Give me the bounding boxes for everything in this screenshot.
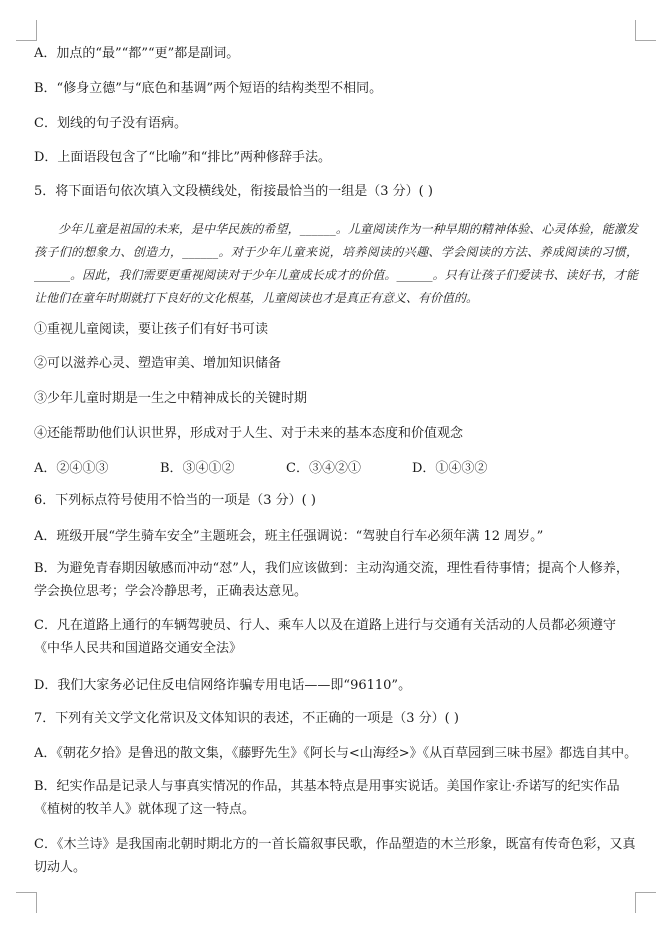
q5-item-3: ③少年儿童时期是一生之中精神成长的关键时期 [34,391,308,406]
q5-choice-b: B．③④①② [160,461,235,476]
q7-option-b: B．纪实作品是记录人与事真实情况的作品，其基本特点是用事实说话。美国作家让·乔诺写的纪实作品《植树的牧羊人》就体现了这一特点。 [34,779,620,817]
crop-mark-top-left [16,20,37,41]
q4-option-a: A．加点的“最”“都”“更”都是副词。 [34,46,240,61]
q7-stem: 7．下列有关文学文化常识及文体知识的表述，不正确的一项是（3 分）( ) [34,711,459,726]
q5-choices [34,460,538,478]
crop-mark-bottom-right [635,892,656,913]
q5-item-2: ②可以滋养心灵、塑造审美、增加知识储备 [34,356,282,371]
q6-stem: 6．下列标点符号使用不恰当的一项是（3 分）( ) [34,493,316,508]
q5-item-4: ④还能帮助他们认识世界，形成对于人生、对于未来的基本态度和价值观念 [34,426,464,441]
q5-choice-d: D．①④③② [412,461,488,476]
q6-option-d: D．我们大家务必记住反电信网络诈骗专用电话——即“96110”。 [34,678,412,693]
q5-choice-c: C．③④②① [286,461,361,476]
q5-passage-text: 少年儿童是祖国的未来，是中华民族的希望，______。儿童阅读作为一种早期的精神体验、心灵体验，能激发孩子们的想象力、创造力，______。对于少年儿童来说，培养阅读的兴趣、学会阅读的方法、养成阅读的习惯，______。因此，我们需要更重视阅读对于少年儿童成长成才的价值。______。只有让孩子们爱读书、读好书，才能让他们在童年时期就打下良好的文化根基，儿童阅读也才是真正有意义、有价值的。 [34,222,638,305]
q4-option-b: B．“修身立德”与“底色和基调”两个短语的结构类型不相同。 [34,81,383,96]
q5-choice-a: A．②④①③ [34,461,109,476]
q6-option-b: B．为避免青春期因敏感而冲动“怼”人，我们应该做到：主动沟通交流，理性看待事情；提高个人修养，学会换位思考；学会冷静思考，正确表达意见。 [34,561,629,599]
q4-option-d: D．上面语段包含了“比喻”和“排比”两种修辞手法。 [34,150,332,165]
q5-stem: 5．将下面语句依次填入文段横线处，衔接最恰当的一组是（3 分）( ) [34,184,433,199]
q5-item-1: ①重视儿童阅读，要让孩子们有好书可读 [34,322,269,337]
q7-option-c: C．《木兰诗》是我国南北朝时期北方的一首长篇叙事民歌，作品塑造的木兰形象，既富有传奇色彩，又真切动人。 [34,837,636,875]
q4-option-c: C．划线的句子没有语病。 [34,116,187,131]
q6-option-c: C．凡在道路上通行的车辆驾驶员、行人、乘车人以及在道路上进行与交通有关活动的人员都必须遵守《中华人民共和国道路交通安全法》 [34,618,616,656]
q7-option-a: A．《朝花夕拾》是鲁迅的散文集，《藤野先生》《阿长与<山海经>》《从百草园到三味书屋》都选自其中。 [34,746,638,761]
q5-passage [34,218,638,310]
q6-option-a: A．班级开展“学生骑车安全”主题班会，班主任强调说：“驾驶自行车必须年满 12 周岁。” [34,529,544,544]
crop-mark-top-right [635,20,656,41]
crop-mark-bottom-left [16,892,37,913]
